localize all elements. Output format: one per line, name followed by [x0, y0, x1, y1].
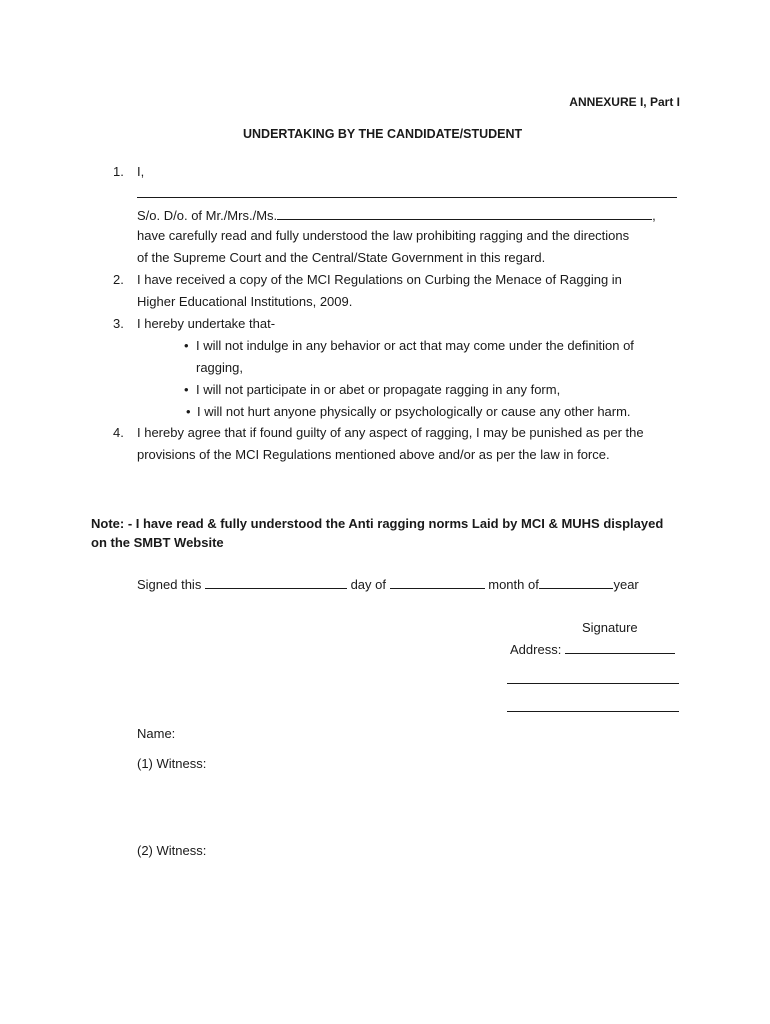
year-blank[interactable]: [539, 576, 613, 589]
witness-1-label: (1) Witness:: [137, 756, 207, 771]
bullet-1-line1: I will not indulge in any behavior or act that may come under the definition of: [196, 338, 634, 353]
bullet-2-glyph: •: [184, 382, 189, 397]
day-of-label: day of: [350, 577, 386, 592]
witness-2-label: (2) Witness:: [137, 843, 207, 858]
name-blank-line[interactable]: [137, 197, 677, 198]
so-label: S/o. D/o. of Mr./Mrs./Ms.: [137, 208, 278, 223]
bullet-1-line2: ragging,: [196, 360, 243, 375]
bullet-2-line1: I will not participate in or abet or propagate ragging in any form,: [196, 382, 561, 397]
month-of-label: month of: [488, 577, 539, 592]
item-4-line1: I hereby agree that if found guilty of any aspect of ragging, I may be punished as per the: [137, 425, 644, 440]
note-line1: Note: - I have read & fully understood the Anti ragging norms Laid by MCI & MUHS displayed: [91, 516, 664, 531]
signature-label: Signature: [582, 620, 638, 635]
page-title: UNDERTAKING BY THE CANDIDATE/STUDENT: [243, 127, 523, 141]
item-2-number: 2.: [113, 272, 124, 287]
signed-line: [137, 576, 639, 592]
bullet-3-glyph: •: [186, 404, 191, 419]
signed-this-label: Signed this: [137, 577, 202, 592]
month-blank[interactable]: [390, 576, 485, 589]
address-blank-2[interactable]: [507, 683, 679, 684]
address-label: Address:: [510, 642, 562, 657]
item-1-number: 1.: [113, 164, 124, 179]
year-label: year: [613, 577, 639, 592]
item-1-line4: of the Supreme Court and the Central/State Government in this regard.: [137, 250, 546, 265]
bullet-1-glyph: •: [184, 338, 189, 353]
address-blank-3[interactable]: [507, 711, 679, 712]
item-1-intro: I,: [137, 164, 145, 179]
item-3-line1: I hereby undertake that-: [137, 316, 276, 331]
address-line: [510, 641, 675, 657]
item-4-number: 4.: [113, 425, 124, 440]
item-1-line3: have carefully read and fully understood the law prohibiting ragging and the directions: [137, 228, 630, 243]
note-line2: on the SMBT Website: [91, 535, 224, 550]
so-end: ,: [652, 208, 656, 223]
item-1-so-line: [137, 207, 656, 223]
item-2-line2: Higher Educational Institutions, 2009.: [137, 294, 353, 309]
annexure-label: ANNEXURE I, Part I: [569, 95, 680, 109]
address-blank-1[interactable]: [565, 641, 675, 654]
item-4-line2: provisions of the MCI Regulations mentioned above and/or as per the law in force.: [137, 447, 610, 462]
item-2-line1: I have received a copy of the MCI Regulations on Curbing the Menace of Ragging in: [137, 272, 622, 287]
day-blank[interactable]: [205, 576, 347, 589]
item-3-number: 3.: [113, 316, 124, 331]
name-label: Name:: [137, 726, 176, 741]
parent-name-blank[interactable]: [277, 207, 652, 220]
bullet-3-line1: I will not hurt anyone physically or psychologically or cause any other harm.: [197, 404, 631, 419]
